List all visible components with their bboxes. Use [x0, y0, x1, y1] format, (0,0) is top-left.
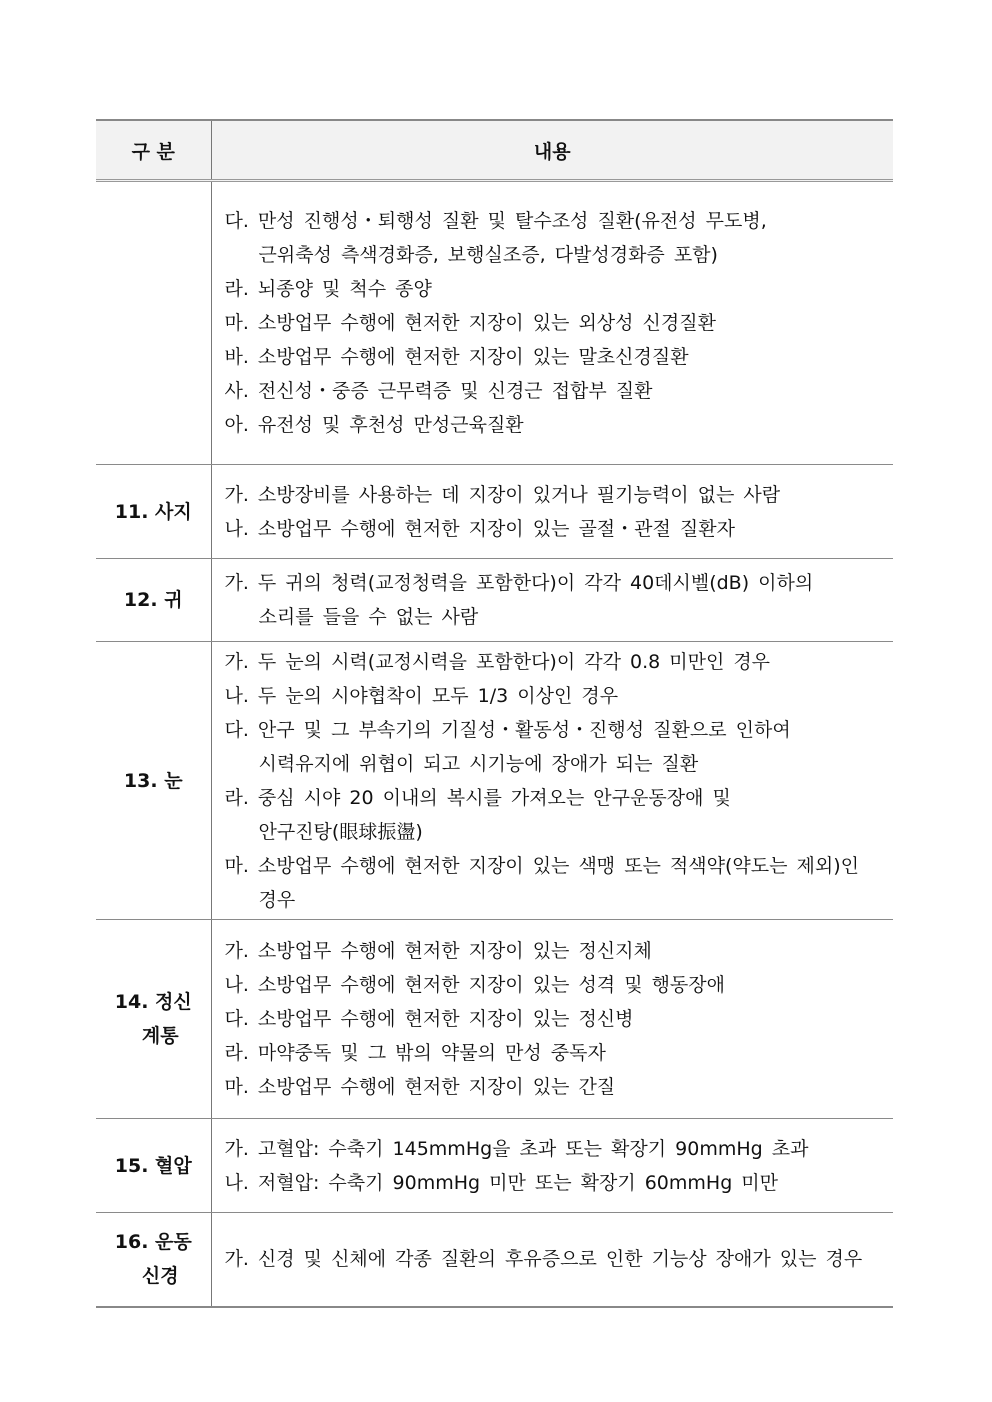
content-cell	[211, 181, 893, 465]
content-cell	[211, 465, 893, 559]
table-row	[96, 465, 893, 559]
content-line: 가. 두 귀의 청력(교정청력을 포함한다)이 각각 40데시벨(dB) 이하의	[224, 572, 814, 594]
content-line: 라. 뇌종양 및 척수 종양	[224, 278, 432, 300]
table-row	[96, 1213, 893, 1307]
table-row	[96, 181, 893, 465]
content-line: 사. 전신성・중증 근무력증 및 신경근 접합부 질환	[224, 380, 653, 402]
category-label: 15. 혈압	[114, 1154, 192, 1177]
content-line: 다. 안구 및 그 부속기의 기질성・활동성・진행성 질환으로 인하여	[224, 718, 791, 741]
content-cell	[211, 642, 893, 920]
content-cell	[211, 559, 893, 642]
content-line: 나. 소방업무 수행에 현저한 지장이 있는 성격 및 행동장애	[224, 974, 725, 996]
table-header-row	[96, 120, 893, 181]
content-line: 가. 신경 및 신체에 각종 질환의 후유증으로 인한 기능상 장애가 있는 경우	[224, 1248, 863, 1271]
category-label: 13. 눈	[123, 769, 183, 792]
table-row	[96, 642, 893, 920]
category-label: 16. 운동	[114, 1231, 192, 1254]
header-content: 내용	[211, 120, 893, 181]
content-line: 다. 소방업무 수행에 현저한 지장이 있는 정신병	[224, 1008, 634, 1030]
content-line: 가. 소방업무 수행에 현저한 지장이 있는 정신지체	[224, 940, 652, 962]
category-label: 14. 정신	[114, 991, 192, 1013]
table-row	[96, 559, 893, 642]
content-line: 아. 유전성 및 후천성 만성근육질환	[224, 414, 524, 436]
content-cell	[211, 1213, 893, 1307]
category-cell	[96, 1119, 211, 1213]
content-line: 가. 두 눈의 시력(교정시력을 포함한다)이 각각 0.8 미만인 경우	[224, 650, 771, 673]
content-line: 마. 소방업무 수행에 현저한 지장이 있는 색맹 또는 적색약(약도는 제외)인	[224, 854, 859, 877]
table-row	[96, 920, 893, 1119]
content-line: 마. 소방업무 수행에 현저한 지장이 있는 외상성 신경질환	[224, 312, 716, 334]
category-label: 12. 귀	[123, 589, 183, 611]
category-cell	[96, 181, 211, 465]
category-label: 계통	[141, 1025, 179, 1047]
content-line: 나. 소방업무 수행에 현저한 지장이 있는 골절・관절 질환자	[224, 517, 735, 540]
header-category: 구 분	[96, 120, 211, 181]
content-line: 라. 마약중독 및 그 밖의 약물의 만성 중독자	[224, 1042, 606, 1064]
content-line: 가. 고혈압: 수축기 145mmHg을 초과 또는 확장기 90mmHg 초과	[224, 1137, 809, 1160]
content-line: 안구진탕(眼球振盪)	[258, 820, 423, 843]
content-line: 근위축성 측색경화증, 보행실조증, 다발성경화증 포함)	[258, 244, 718, 266]
category-cell	[96, 465, 211, 559]
content-line: 나. 두 눈의 시야협착이 모두 1/3 이상인 경우	[224, 684, 619, 707]
category-cell	[96, 642, 211, 920]
table-row	[96, 1119, 893, 1213]
content-line: 경우	[258, 888, 296, 911]
table-body	[96, 181, 893, 1307]
content-cell	[211, 1119, 893, 1213]
content-line: 시력유지에 위협이 되고 시기능에 장애가 되는 질환	[258, 752, 699, 775]
content-cell	[211, 920, 893, 1119]
category-label: 11. 사지	[114, 500, 192, 523]
category-cell	[96, 920, 211, 1119]
category-cell	[96, 559, 211, 642]
disqualification-table	[96, 119, 893, 1308]
category-label: 신경	[141, 1265, 179, 1288]
content-line: 라. 중심 시야 20 이내의 복시를 가져오는 안구운동장애 및	[224, 786, 731, 809]
content-line: 마. 소방업무 수행에 현저한 지장이 있는 간질	[224, 1076, 616, 1098]
content-line: 바. 소방업무 수행에 현저한 지장이 있는 말초신경질환	[224, 346, 689, 368]
content-line: 나. 저혈압: 수축기 90mmHg 미만 또는 확장기 60mmHg 미만	[224, 1171, 779, 1194]
content-line: 다. 만성 진행성・퇴행성 질환 및 탈수조성 질환(유전성 무도병,	[224, 210, 767, 232]
content-line: 소리를 들을 수 없는 사람	[258, 606, 479, 628]
category-cell	[96, 1213, 211, 1307]
content-line: 가. 소방장비를 사용하는 데 지장이 있거나 필기능력이 없는 사람	[224, 483, 781, 506]
